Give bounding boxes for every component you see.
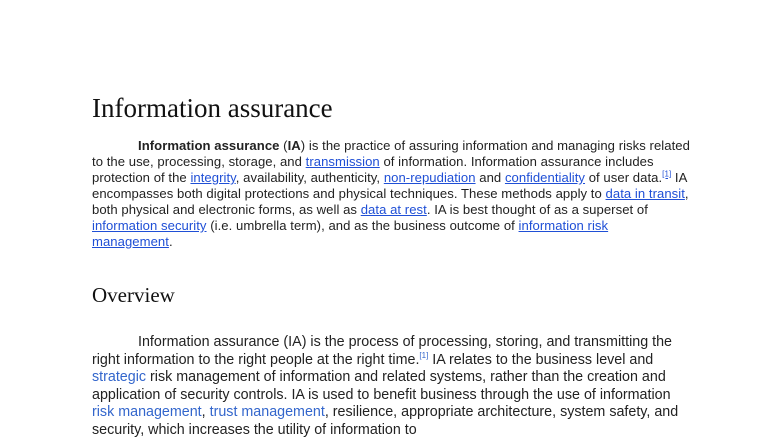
link-integrity[interactable]: integrity xyxy=(190,170,236,185)
intro-text: (i.e. umbrella term), and as the business outcome of xyxy=(206,218,519,233)
intro-text: , both physical and electronic forms, as well as xyxy=(92,186,689,217)
intro-text: and xyxy=(475,170,505,185)
overview-text: risk management of information and related systems, rather than the creation and application of security controls. IA is used to benefit business through the use of information xyxy=(92,369,671,403)
intro-text: ( xyxy=(279,138,288,153)
abbr-bold: IA xyxy=(287,138,301,153)
citation-1[interactable]: [1] xyxy=(662,169,672,179)
link-non-repudiation[interactable]: non-repudiation xyxy=(383,170,476,185)
link-strategic[interactable]: strategic xyxy=(92,369,147,386)
intro-text: . xyxy=(168,234,173,249)
link-data-in-transit[interactable]: data in transit xyxy=(605,186,685,201)
term-bold: Information assurance xyxy=(138,138,280,153)
section-heading-overview: Overview xyxy=(92,283,175,307)
overview-text: , xyxy=(201,404,210,421)
link-risk-management[interactable]: risk management xyxy=(92,404,202,421)
intro-text: , availability, authenticity, xyxy=(235,170,384,185)
page-title: Information assurance xyxy=(92,93,333,123)
link-information-security[interactable]: information security xyxy=(92,218,207,233)
intro-paragraph xyxy=(92,138,692,250)
article xyxy=(92,92,702,440)
intro-text: . IA is best thought of as a superset of xyxy=(426,202,648,217)
intro-text: of information. Information assurance includes protection of the xyxy=(92,154,654,185)
link-transmission[interactable]: transmission xyxy=(305,154,380,169)
link-information-risk-management[interactable]: information risk management xyxy=(92,218,609,249)
overview-text: , resilience, appropriate architecture, system safety, and security, which increases the utility of information to xyxy=(92,404,679,438)
link-data-at-rest[interactable]: data at rest xyxy=(360,202,427,217)
overview-text: Information assurance (IA) is the process of processing, storing, and transmitting the right information to the right people at the right time. xyxy=(92,334,673,368)
link-confidentiality[interactable]: confidentiality xyxy=(504,170,586,185)
intro-text: of user data. xyxy=(585,170,663,185)
intro-text: ) is the practice of assuring information and managing risks related to the use, processing, storage, and xyxy=(92,138,690,169)
overview-paragraph xyxy=(92,334,696,440)
intro-text: IA encompasses both digital protections and physical techniques. These methods apply to xyxy=(92,170,687,201)
citation-1[interactable]: [1] xyxy=(419,350,429,360)
overview-text: IA relates to the business level and xyxy=(428,351,654,368)
link-trust-management[interactable]: trust management xyxy=(209,404,325,421)
